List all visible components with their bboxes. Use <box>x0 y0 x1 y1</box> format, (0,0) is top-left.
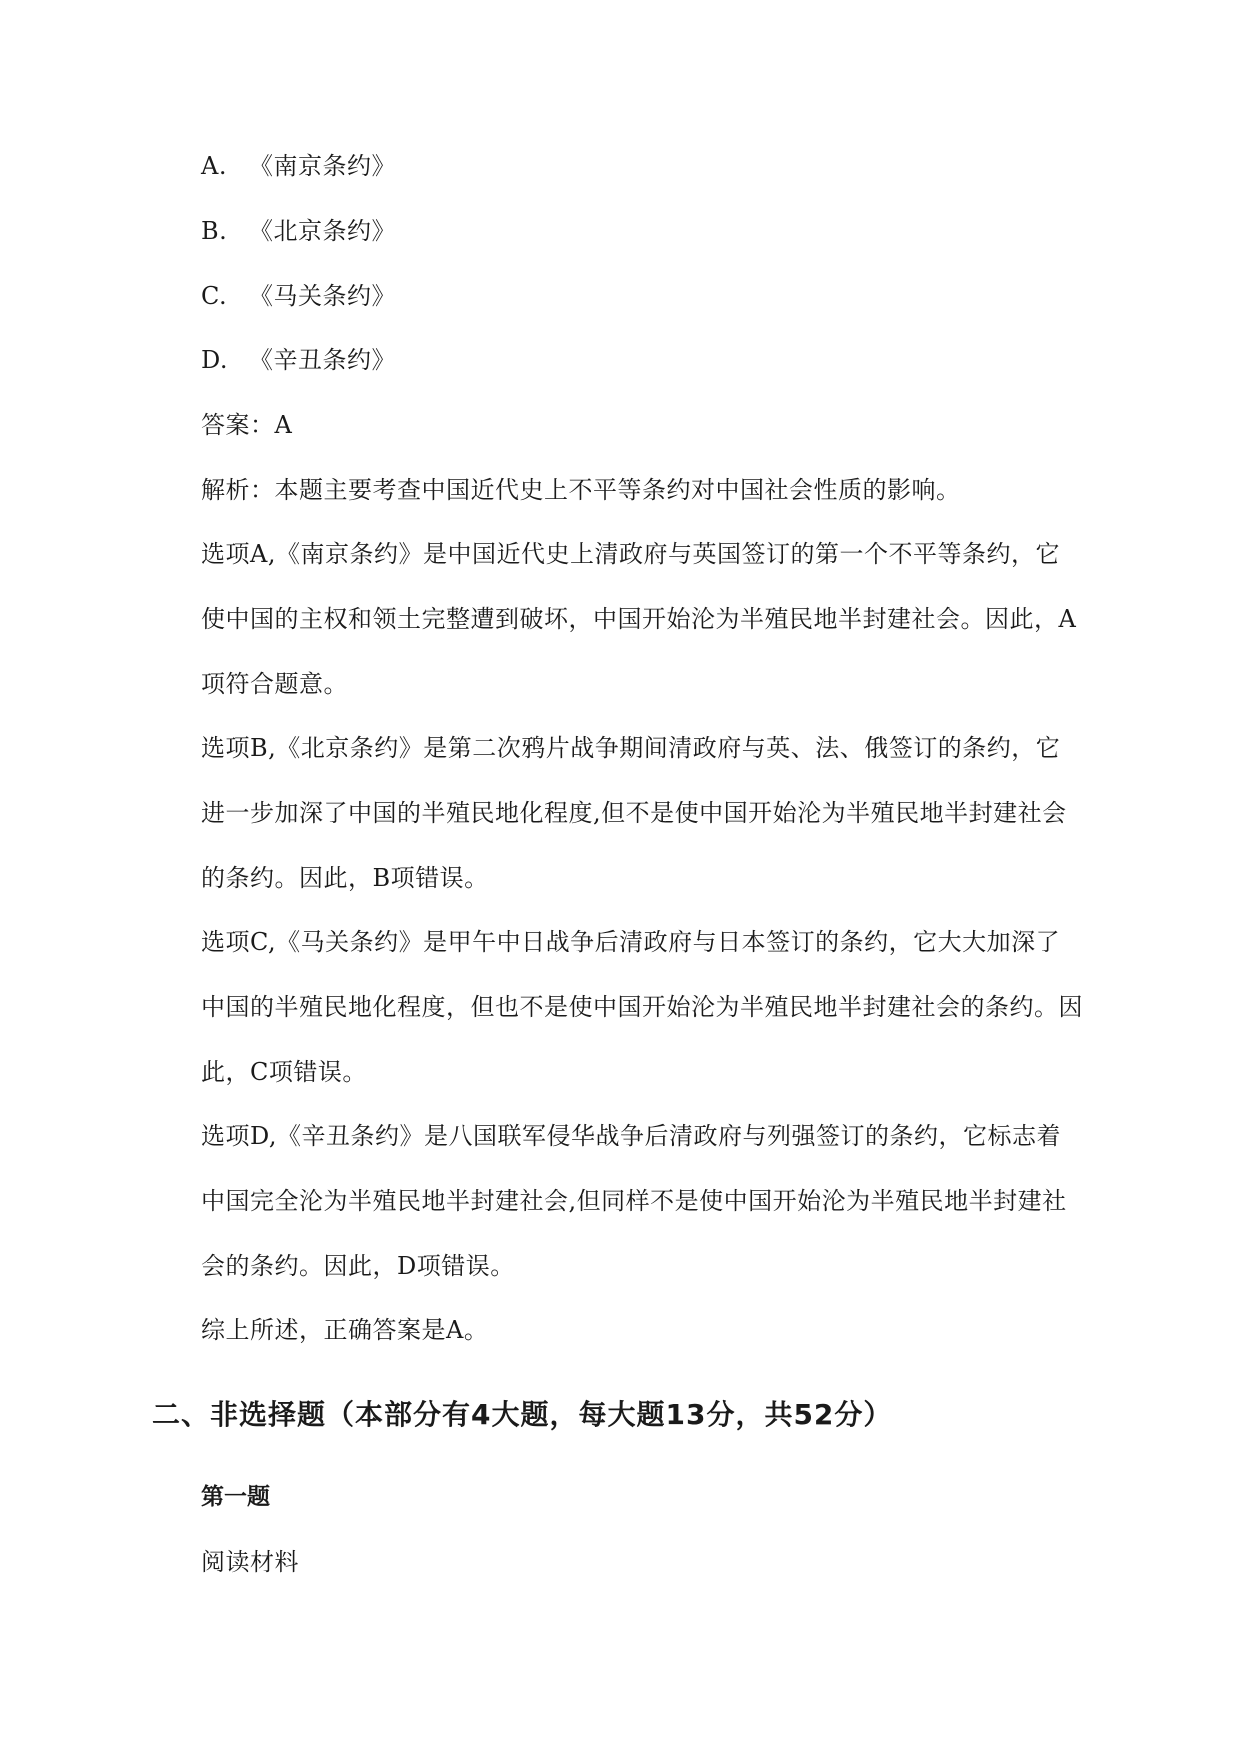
option-d <box>201 344 396 376</box>
analysis-option-b-line: 进一步加深了中国的半殖民地化程度,但不是使中国开始沦为半殖民地半封建社会 <box>201 799 1067 827</box>
analysis-option-d-line: 选项D,《辛丑条约》是八国联军侵华战争后清政府与列强签订的条约，它标志着 <box>201 1122 1062 1150</box>
option-text: 《北京条约》 <box>249 217 396 245</box>
option-c <box>201 280 396 312</box>
option-letter: D. <box>201 346 229 374</box>
answer-line: 答案：A <box>201 411 293 439</box>
option-letter: B. <box>201 217 228 245</box>
option-text: 《南京条约》 <box>249 152 396 180</box>
analysis-option-a-line: 选项A,《南京条约》是中国近代史上清政府与英国签订的第一个不平等条约，它 <box>201 540 1060 568</box>
analysis-option-c-line: 中国的半殖民地化程度，但也不是使中国开始沦为半殖民地半封建社会的条约。因 <box>201 993 1083 1021</box>
section-heading: 二、非选择题（本部分有4大题，每大题13分，共52分） <box>152 1398 893 1431</box>
analysis-option-d-line: 中国完全沦为半殖民地半封建社会,但同样不是使中国开始沦为半殖民地半封建社 <box>201 1187 1067 1215</box>
option-text: 《马关条约》 <box>249 282 396 310</box>
option-text: 《辛丑条约》 <box>249 346 396 374</box>
analysis-option-a-line: 项符合题意。 <box>201 670 348 698</box>
analysis-option-c-line: 选项C,《马关条约》是甲午中日战争后清政府与日本签订的条约，它大大加深了 <box>201 928 1061 956</box>
analysis-option-c-line: 此，C项错误。 <box>201 1058 367 1086</box>
option-b <box>201 215 396 247</box>
analysis-option-b-line: 的条约。因此，B项错误。 <box>201 864 489 892</box>
analysis-intro: 解析：本题主要考查中国近代史上不平等条约对中国社会性质的影响。 <box>201 476 961 504</box>
option-letter: C. <box>201 282 228 310</box>
analysis-option-a-line: 使中国的主权和领土完整遭到破坏，中国开始沦为半殖民地半封建社会。因此，A <box>201 605 1077 633</box>
material-label: 阅读材料 <box>201 1548 299 1576</box>
analysis-option-b-line: 选项B,《北京条约》是第二次鸦片战争期间清政府与英、法、俄签订的条约，它 <box>201 734 1061 762</box>
analysis-conclusion: 综上所述，正确答案是A。 <box>201 1316 489 1344</box>
option-a <box>201 150 396 182</box>
analysis-option-d-line: 会的条约。因此，D项错误。 <box>201 1252 515 1280</box>
question-title: 第一题 <box>201 1484 270 1510</box>
option-letter: A. <box>201 152 227 180</box>
